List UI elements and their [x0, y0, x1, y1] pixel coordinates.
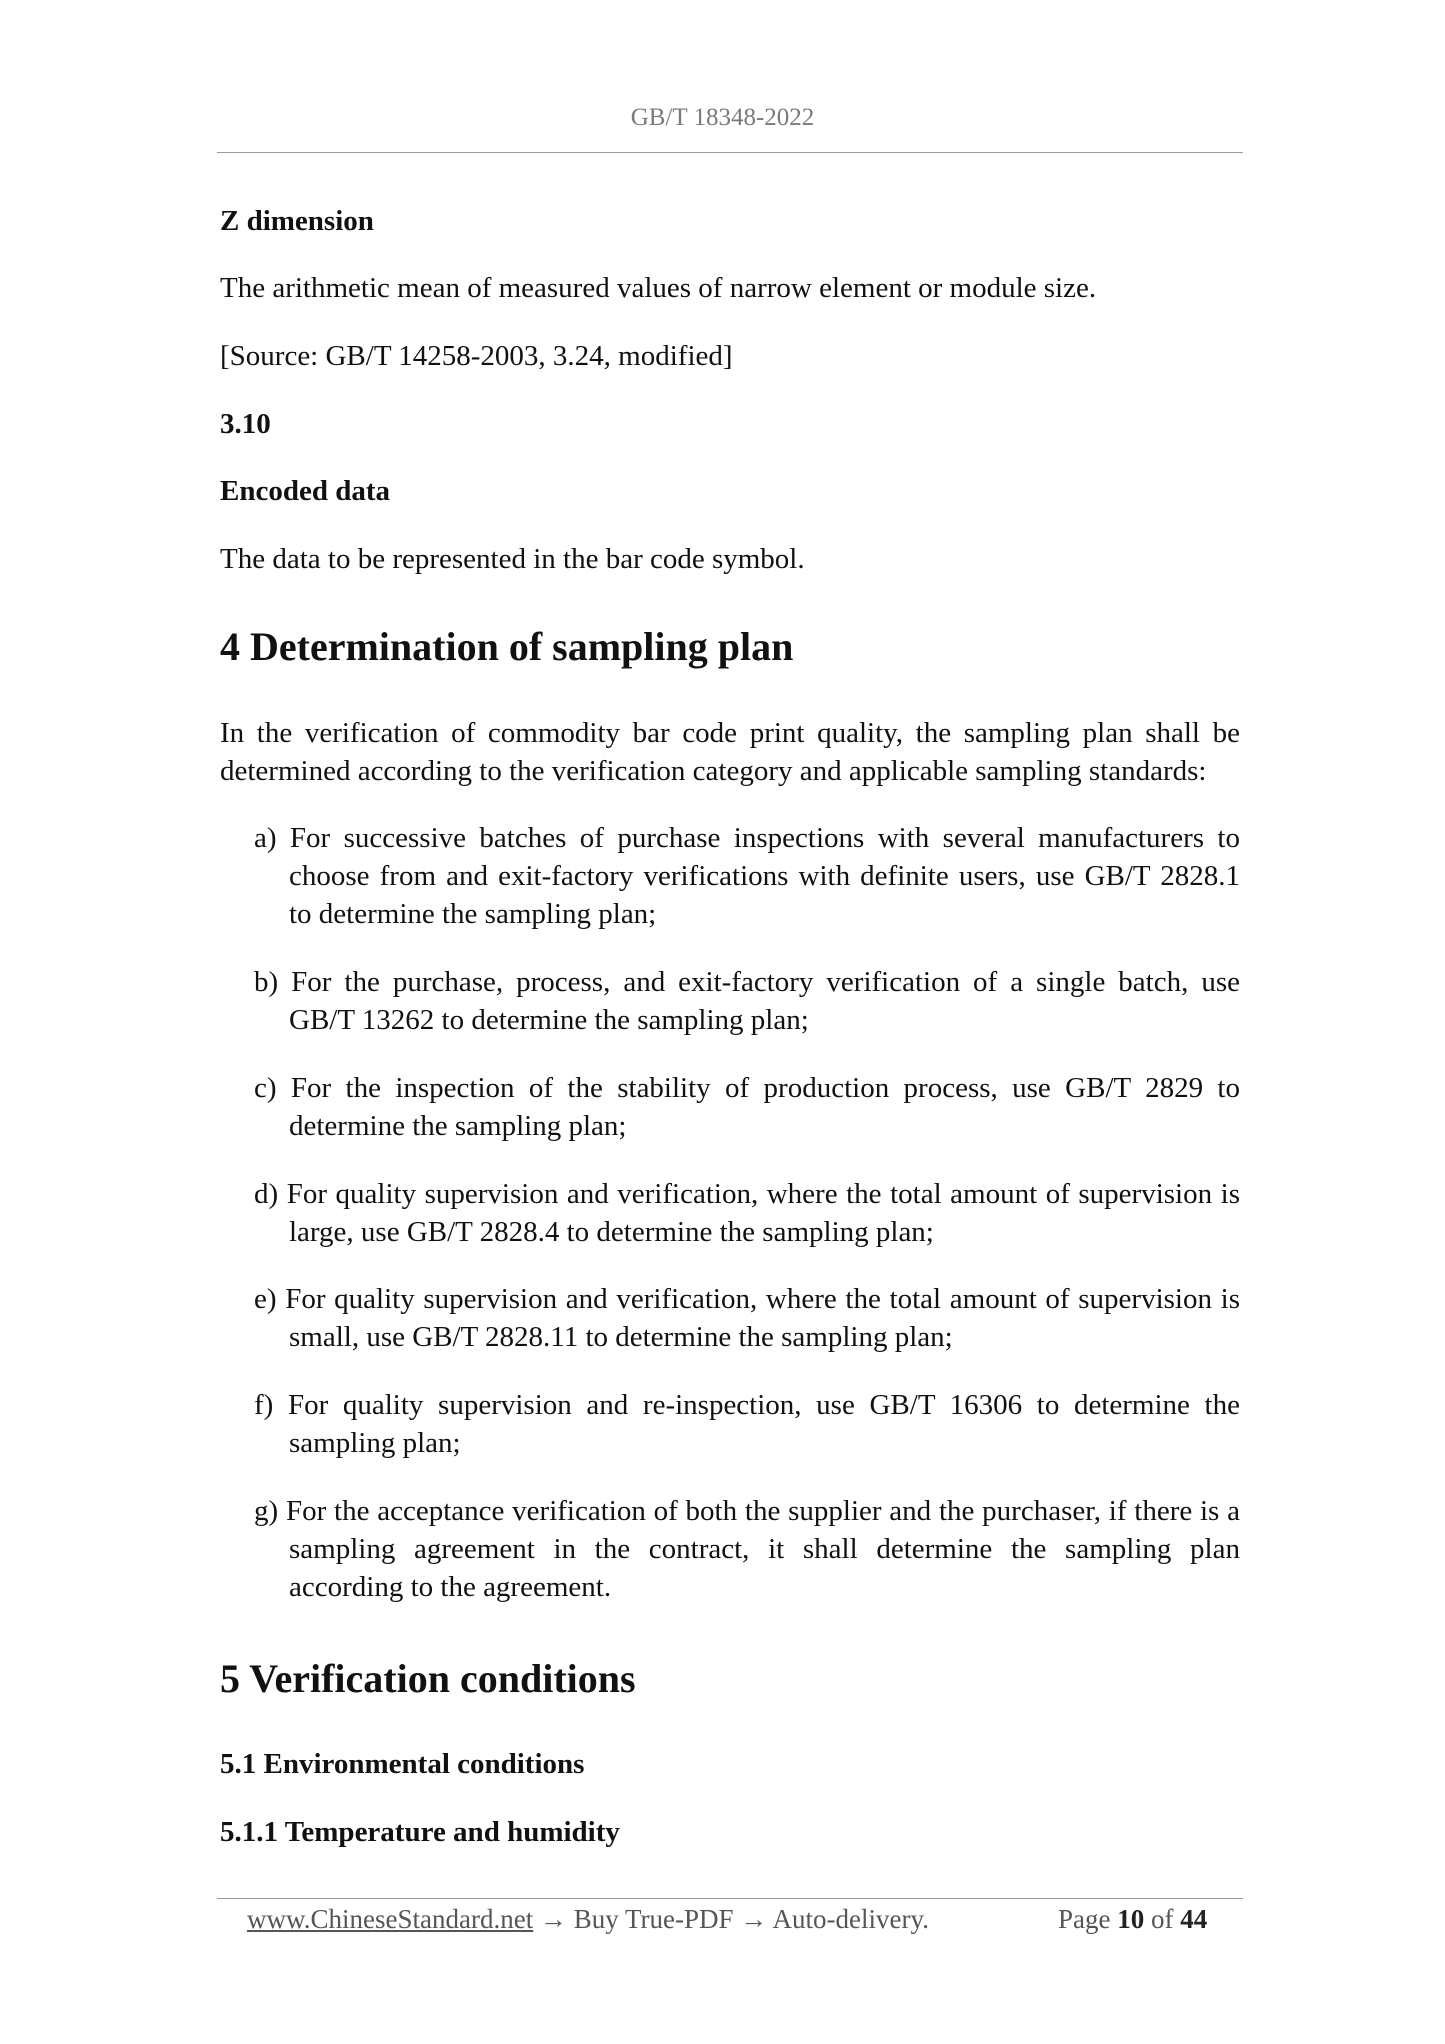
page-label: Page — [1058, 1904, 1111, 1934]
section-5-1-1-heading: 5.1.1 Temperature and humidity — [220, 1816, 620, 1848]
header-doc-code: GB/T 18348-2022 — [630, 104, 815, 131]
list-item-g: g) For the acceptance verification of both the supplier and the purchaser, if there is a sampling agreement in the contract, it shall determine the sampling plan according to the agreement. — [254, 1495, 1240, 1603]
term-z-title: Z dimension — [220, 205, 374, 237]
list-item-d: d) For quality supervision and verification, where the total amount of supervision is large, use GB/T 2828.4 to determine the sampling plan; — [254, 1178, 1240, 1248]
term-310-definition: The data to be represented in the bar code symbol. — [220, 543, 805, 575]
section-5-heading: 5 Verification conditions — [220, 1656, 636, 1701]
list-item-e: e) For quality supervision and verification, where the total amount of supervision is small, use GB/T 2828.11 to determine the sampling plan; — [254, 1283, 1240, 1353]
buy-true-pdf-text: Buy True-PDF — [573, 1904, 734, 1934]
header-divider — [217, 152, 1243, 153]
term-310-number: 3.10 — [220, 408, 271, 440]
section-5-1-heading: 5.1 Environmental conditions — [220, 1748, 585, 1780]
list-item-c: c) For the inspection of the stability of production process, use GB/T 2829 to determine the sampling plan; — [254, 1072, 1240, 1142]
page-total: 44 — [1180, 1904, 1208, 1934]
section-4-intro: In the verification of commodity bar code print quality, the sampling plan shall be determined according to the verification category and applicable sampling standards: — [220, 717, 1240, 787]
term-z-definition: The arithmetic mean of measured values of narrow element or module size. — [220, 272, 1097, 304]
auto-delivery-text: Auto-delivery. — [772, 1904, 929, 1934]
chinesestandard-link[interactable]: www.ChineseStandard.net — [247, 1904, 534, 1934]
list-item-a: a) For successive batches of purchase inspections with several manufacturers to choose from and exit-factory verifications with definite users, use GB/T 2828.1 to determine the sampling plan; — [254, 822, 1240, 930]
page-of-label: of — [1150, 1904, 1174, 1934]
page-current: 10 — [1117, 1904, 1145, 1934]
arrow-right-icon: → — [539, 1904, 567, 1934]
arrow-right-icon: → — [740, 1904, 768, 1934]
list-item-f: f) For quality supervision and re-inspection, use GB/T 16306 to determine the sampling plan; — [254, 1389, 1240, 1459]
footer-links — [247, 1900, 929, 1940]
term-310-title: Encoded data — [220, 475, 391, 507]
section-4-heading: 4 Determination of sampling plan — [220, 624, 794, 669]
term-z-source: [Source: GB/T 14258-2003, 3.24, modified] — [220, 340, 733, 372]
list-item-b: b) For the purchase, process, and exit-factory verification of a single batch, use GB/T 13262 to determine the sampling plan; — [254, 966, 1240, 1036]
page-number — [1058, 1900, 1207, 1940]
footer-divider — [217, 1898, 1243, 1899]
